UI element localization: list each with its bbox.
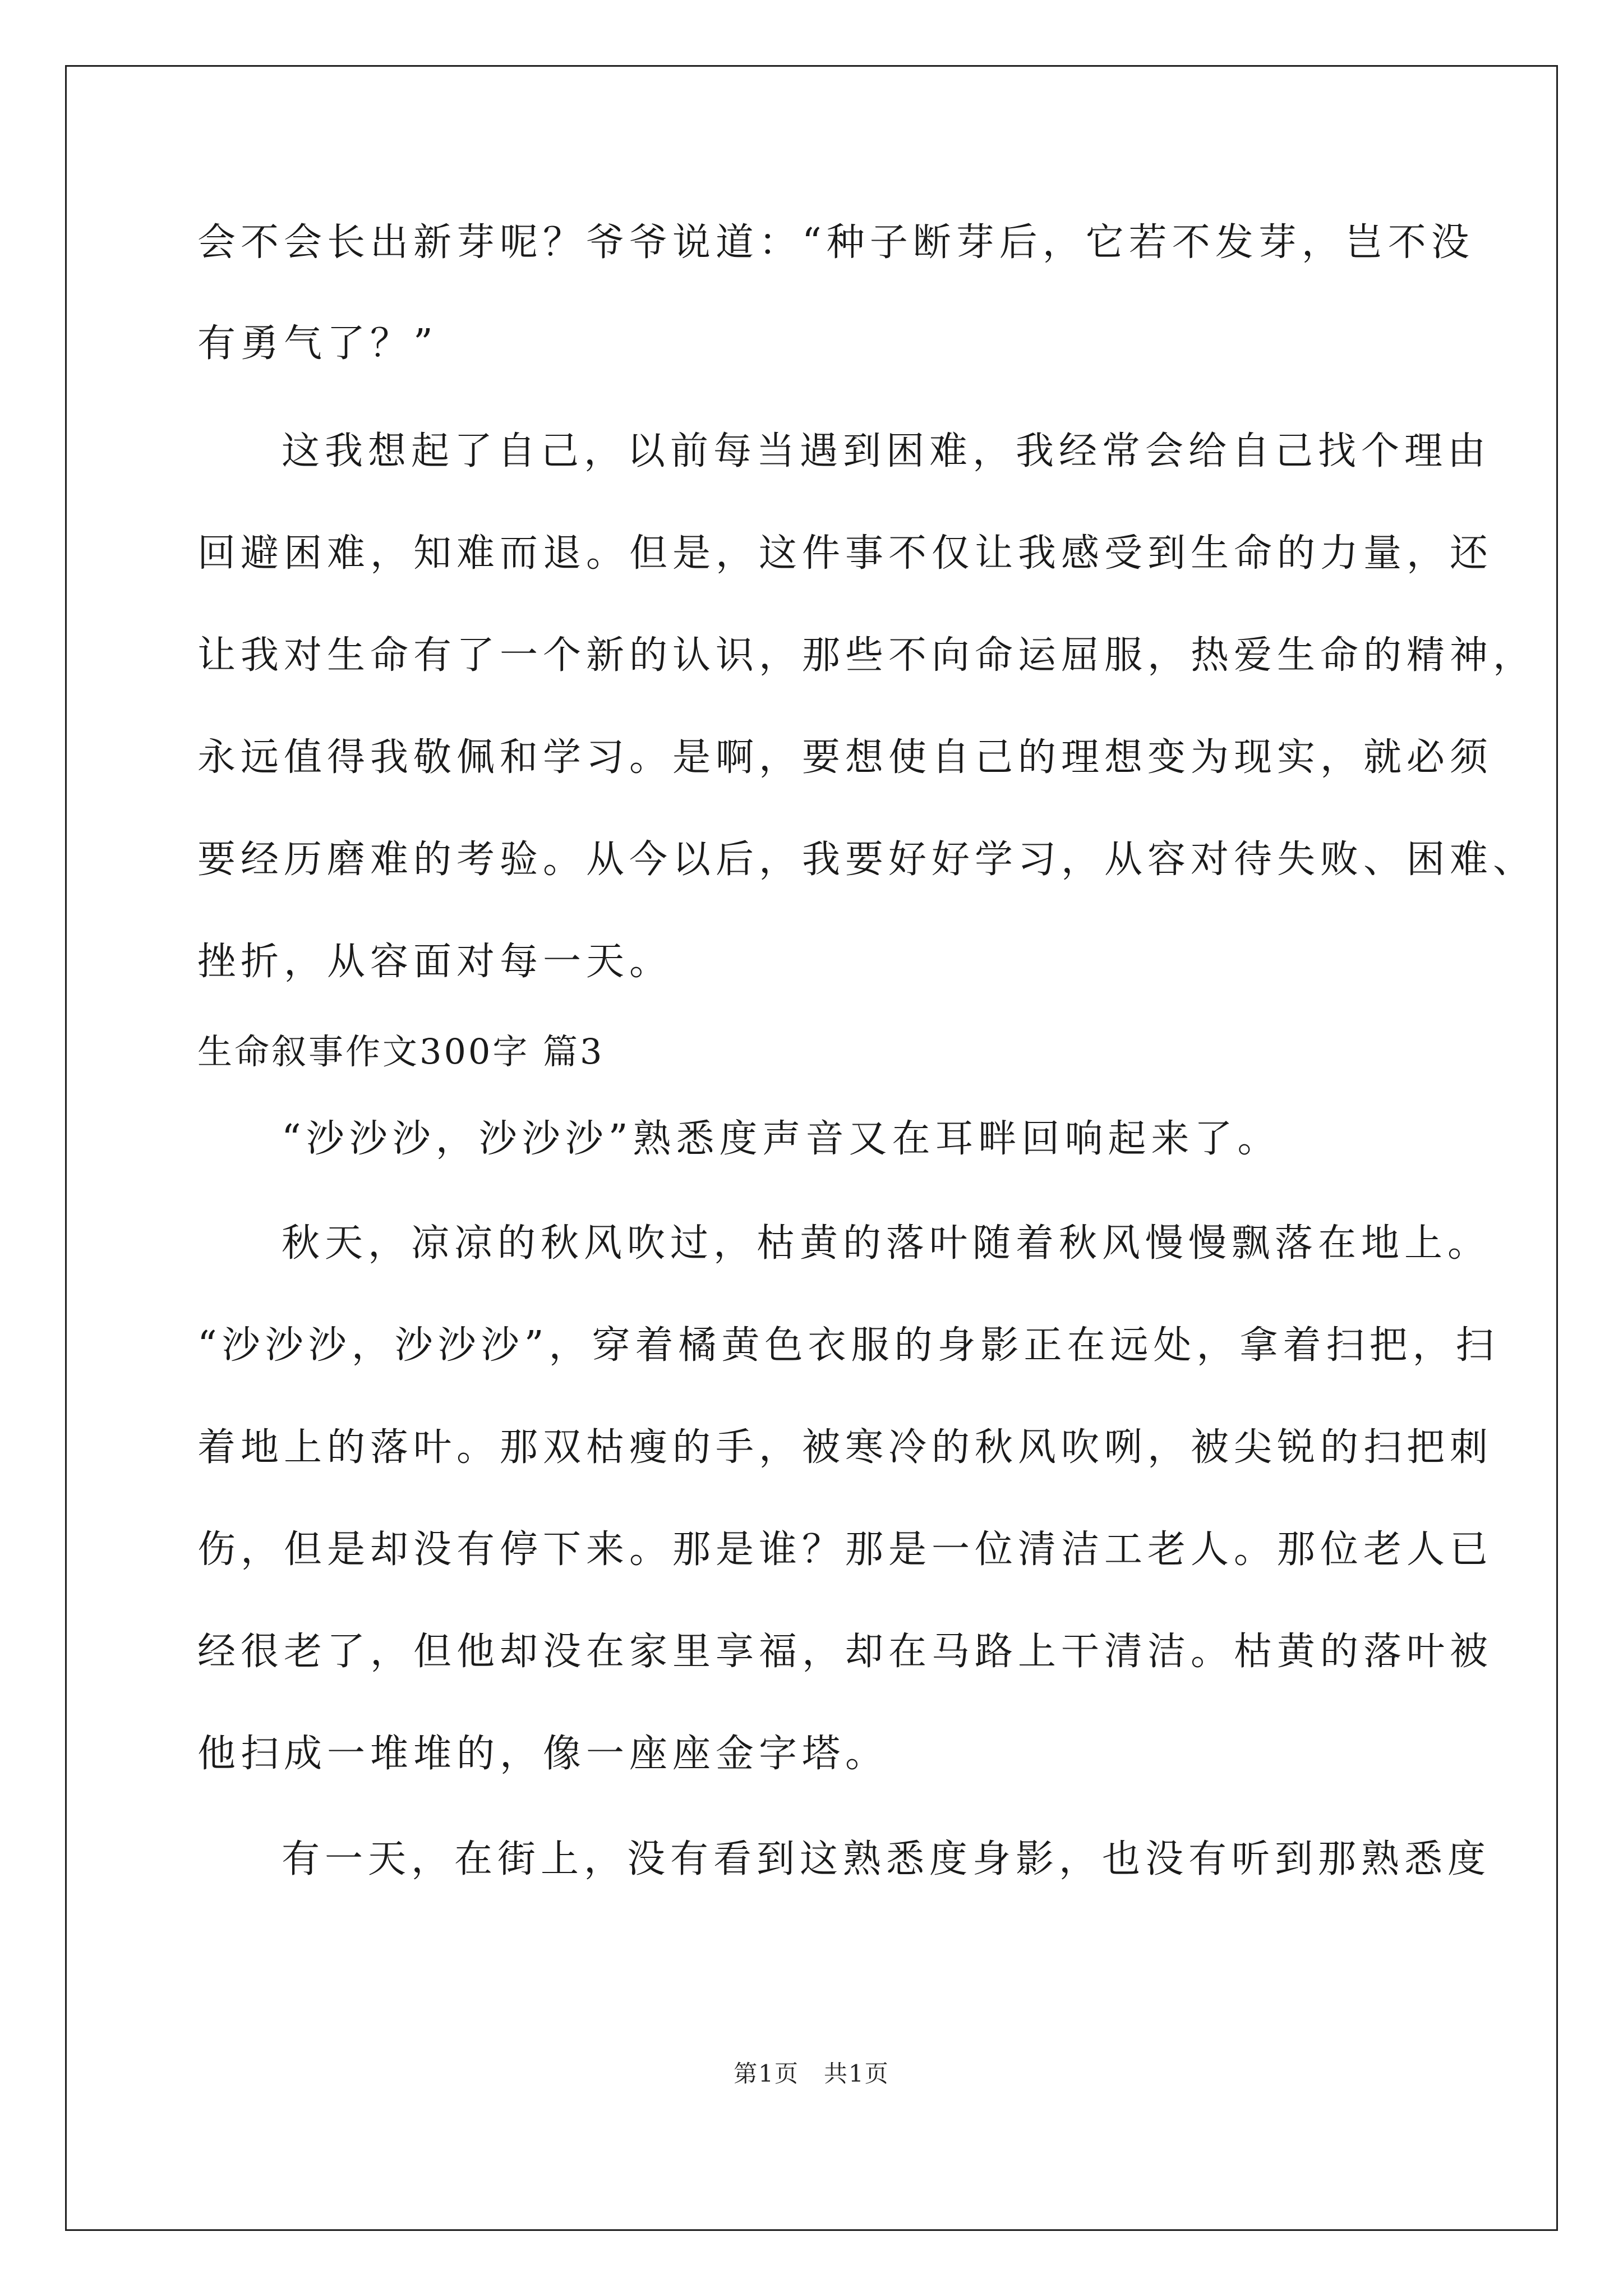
paragraph-line: 他扫成一堆堆的，像一座座金字塔。 xyxy=(197,1732,889,1776)
paragraph-line: 永远值得我敬佩和学习。是啊，要想使自己的理想变为现实，就必须 xyxy=(197,735,1493,780)
paragraph-line: 这我想起了自己，以前每当遇到困难，我经常会给自己找个理由 xyxy=(282,429,1491,473)
paragraph-line: “沙沙沙，沙沙沙”，穿着橘黄色衣服的身影正在远处，拿着扫把，扫 xyxy=(197,1323,1499,1368)
paragraph-line: 经很老了，但他却没在家里享福，却在马路上干清洁。枯黄的落叶被 xyxy=(197,1630,1493,1674)
paragraph-line: 有勇气了？” xyxy=(197,321,438,366)
paragraph-line: 挫折，从容面对每一天。 xyxy=(197,940,673,984)
paragraph-line: 有一天，在街上，没有看到这熟悉度身影，也没有听到那熟悉度 xyxy=(282,1837,1491,1881)
paragraph-line: “沙沙沙，沙沙沙”熟悉度声音又在耳畔回响起来了。 xyxy=(282,1117,1281,1161)
paragraph-line: 会不会长出新芽呢？爷爷说道：“种子断芽后，它若不发芽，岂不没 xyxy=(197,220,1474,265)
section-heading: 生命叙事作文300字 篇3 xyxy=(197,1031,605,1072)
paragraph-line: 要经历磨难的考验。从今以后，我要好好学习，从容对待失败、困难、 xyxy=(197,838,1537,882)
paragraph-line: 让我对生命有了一个新的认识，那些不向命运屈服，热爱生命的精神， xyxy=(197,633,1537,678)
page-number-footer: 第1页 共1页 xyxy=(734,2060,889,2087)
paragraph-line: 伤，但是却没有停下来。那是谁？那是一位清洁工老人。那位老人已 xyxy=(197,1527,1493,1572)
paragraph-line: 着地上的落叶。那双枯瘦的手，被寒冷的秋风吹咧，被尖锐的扫把刺 xyxy=(197,1425,1493,1470)
paragraph-line: 回避困难，知难而退。但是，这件事不仅让我感受到生命的力量，还 xyxy=(197,531,1493,576)
paragraph-line: 秋天，凉凉的秋风吹过，枯黄的落叶随着秋风慢慢飘落在地上。 xyxy=(282,1221,1491,1266)
